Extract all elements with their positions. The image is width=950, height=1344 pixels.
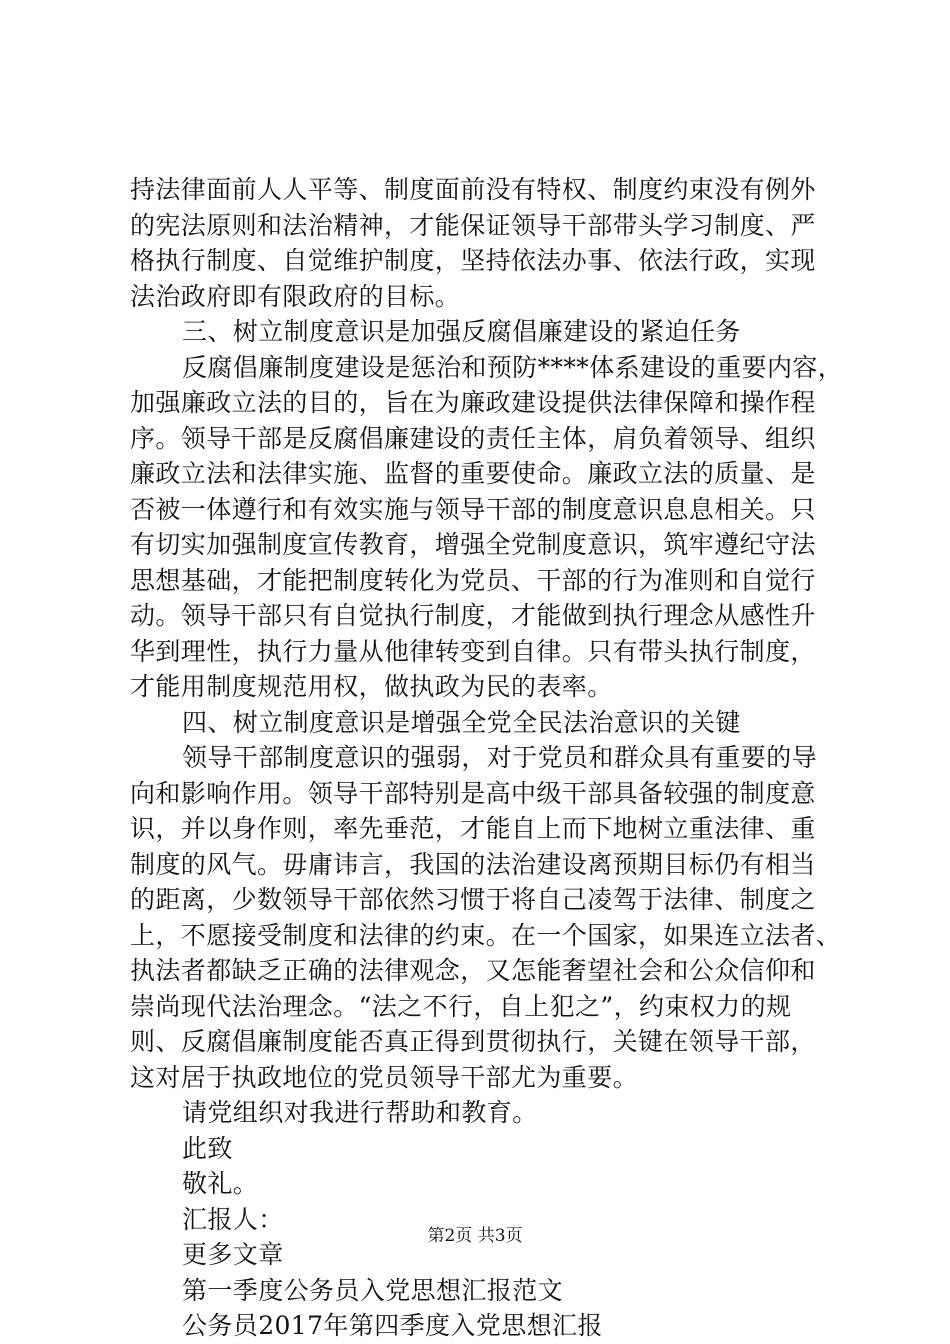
- section-heading-3: 三、树立制度意识是加强反腐倡廉建设的紧迫任务: [182, 317, 741, 346]
- closing-request: 请党组织对我进行帮助和教育。: [182, 1098, 538, 1127]
- body-line: 崇尚现代法治理念。“法之不行，自上犯之”，约束权力的规: [130, 991, 792, 1021]
- body-line: 则、反腐倡廉制度能否真正得到贯彻执行，关键在领导干部，: [130, 1027, 816, 1056]
- body-line: 的距离，少数领导干部依然习惯于将自己凌驾于法律、制度之: [130, 885, 816, 914]
- salutation-cizhi: 此致: [182, 1133, 233, 1163]
- body-line: 识，并以身作则，率先垂范，才能自上而下地树立重法律、重: [130, 814, 816, 843]
- body-line: 制度的风气。毋庸讳言，我国的法治建设离预期目标仍有相当: [130, 849, 816, 879]
- salutation-jingli: 敬礼。: [182, 1169, 259, 1198]
- body-line: 领导干部制度意识的强弱，对于党员和群众具有重要的导: [182, 743, 818, 772]
- body-line: 廉政立法和法律实施、监督的重要使命。廉政立法的质量、是: [130, 459, 816, 488]
- body-line: 向和影响作用。领导干部特别是高中级干部具备较强的制度意: [130, 778, 816, 808]
- body-line: 思想基础，才能把制度转化为党员、干部的行为准则和自觉行: [130, 565, 816, 595]
- section-heading-4: 四、树立制度意识是增强全党全民法治意识的关键: [182, 707, 741, 737]
- related-article-link[interactable]: 第一季度公务员入党思想汇报范文: [182, 1275, 564, 1305]
- body-line: 的宪法原则和法治精神，才能保证领导干部带头学习制度、严: [130, 210, 816, 240]
- body-line: 这对居于执政地位的党员领导干部尤为重要。: [130, 1062, 639, 1092]
- body-line: 法治政府即有限政府的目标。: [130, 281, 461, 311]
- body-line: 持法律面前人人平等、制度面前没有特权、制度约束没有例外: [130, 175, 816, 204]
- body-line: 加强廉政立法的目的，旨在为廉政建设提供法律保障和操作程: [130, 388, 816, 417]
- reporter-label: 汇报人：: [182, 1204, 284, 1234]
- related-article-link[interactable]: 公务员2017年第四季度入党思想汇报: [182, 1311, 603, 1340]
- body-line: 序。领导干部是反腐倡廉建设的责任主体，肩负着领导、组织: [130, 423, 816, 453]
- body-line: 华到理性，执行力量从他律转变到自律。只有带头执行制度，: [130, 636, 816, 666]
- body-line: 反腐倡廉制度建设是惩治和预防****体系建设的重要内容，: [182, 352, 844, 382]
- body-line: 格执行制度、自觉维护制度，坚持依法办事、依法行政，实现: [130, 246, 816, 275]
- body-line: 否被一体遵行和有效实施与领导干部的制度意识息息相关。只: [130, 494, 816, 524]
- body-line: 上，不愿接受制度和法律的约束。在一个国家，如果连立法者、: [130, 920, 842, 950]
- body-line: 动。领导干部只有自觉执行制度，才能做到执行理念从感性升: [130, 601, 816, 630]
- body-line: 才能用制度规范用权，做执政为民的表率。: [130, 672, 613, 701]
- document-body: [130, 172, 844, 1344]
- body-line: 有切实加强制度宣传教育，增强全党制度意识，筑牢遵纪守法: [130, 530, 816, 559]
- body-line: 执法者都缺乏正确的法律观念，又怎能奢望社会和公众信仰和: [130, 956, 816, 985]
- more-articles-label: 更多文章: [182, 1240, 284, 1269]
- page-number-footer: 第2页 共3页: [427, 1226, 523, 1246]
